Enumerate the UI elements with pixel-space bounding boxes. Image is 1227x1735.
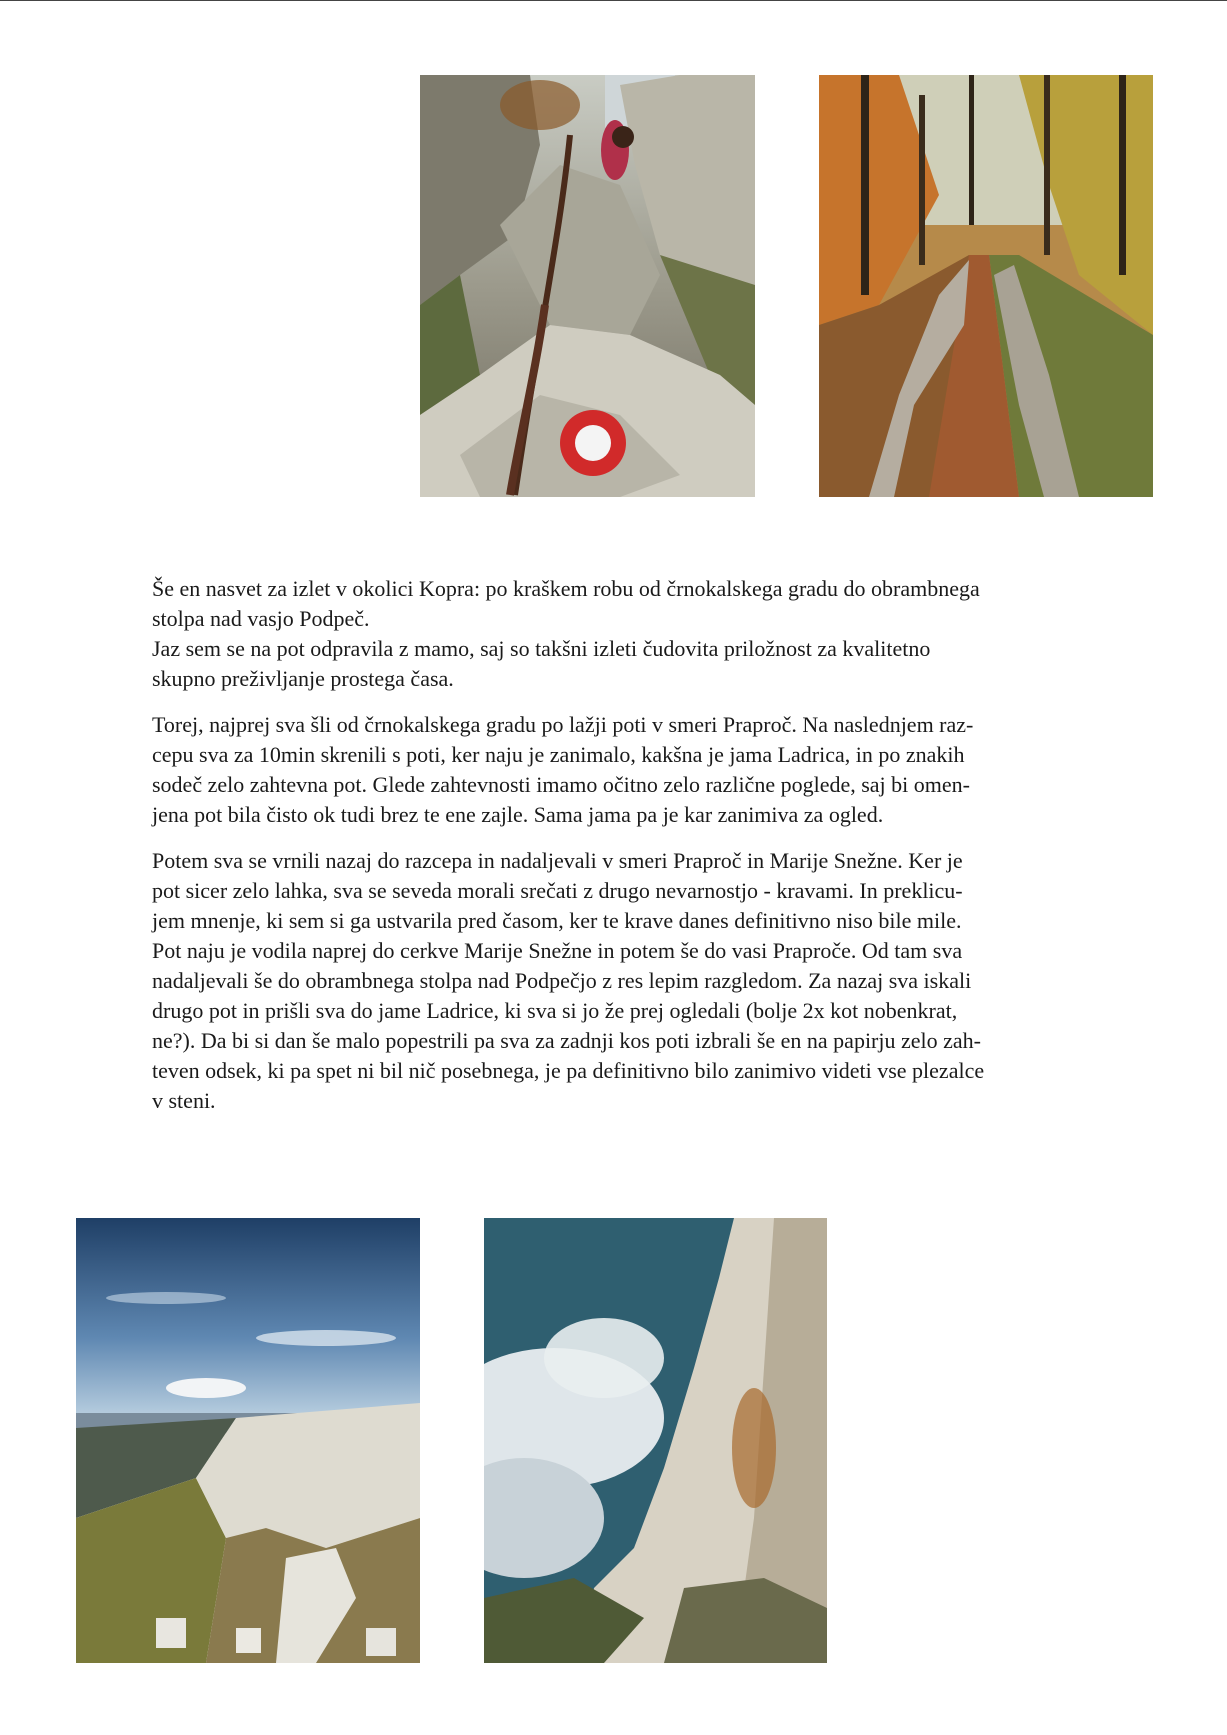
photo-forest-path [819, 75, 1153, 497]
text-line: drugo pot in prišli sva do jame Ladrice, ki sva si jo že prej ogledali (bolje 2x kot nobenkrat, [152, 998, 958, 1023]
photo-rock-climb [420, 75, 755, 497]
text-line: ne?). Da bi si dan še malo popestrili pa sva za zadnji kos poti izbrali še en na papirju zelo zah- [152, 1028, 981, 1053]
text-line: teven odsek, ki pa spet ni bil nič posebnega, je pa definitivno bilo zanimivo videti vse plezalce [152, 1058, 985, 1083]
paragraph-second-section [152, 846, 1082, 1116]
text-line: pot sicer zelo lahka, sva se seveda morali srečati z drugo nevarnostjo - kravami. In preklicu- [152, 878, 963, 903]
text-line: nadaljevali še do obrambnega stolpa nad Podpečjo z res lepim razgledom. Za nazaj sva iskali [152, 968, 972, 993]
paragraph-intro [152, 574, 1082, 694]
forest-path-image [819, 75, 1153, 497]
text-line: Potem sva se vrnili nazaj do razcepa in nadaljevali v smeri Praproč in Marije Snežne. Ker je [152, 848, 963, 873]
article-body [152, 574, 1082, 1132]
text-line: Jaz sem se na pot odpravila z mamo, saj so takšni izleti čudovita priložnost za kvalitetno [152, 636, 931, 661]
text-line: sodeč zelo zahtevna pot. Glede zahtevnosti imamo očitno zelo različne poglede, saj bi omen- [152, 772, 970, 797]
karst-edge-image [76, 1218, 420, 1663]
paragraph-first-section [152, 710, 1082, 830]
text-line: Še en nasvet za izlet v okolici Kopra: po kraškem robu od črnokalskega gradu do obrambnega [152, 576, 980, 601]
text-line: stolpa nad vasjo Podpeč. [152, 606, 370, 631]
text-line: jena pot bila čisto ok tudi brez te ene zajle. Sama jama pa je kar zanimiva za ogled. [152, 802, 884, 827]
text-line: Torej, najprej sva šli od črnokalskega gradu po lažji poti v smeri Praproč. Na naslednjem raz- [152, 712, 974, 737]
text-line: cepu sva za 10min skrenili s poti, ker naju je zanimalo, kakšna je jama Ladrica, in po znakih [152, 742, 965, 767]
photo-cliff-wall [484, 1218, 827, 1663]
cliff-wall-image [484, 1218, 827, 1663]
text-line: jem mnenje, ki sem si ga ustvarila pred časom, ker te krave danes definitivno niso bile mile. [152, 908, 962, 933]
photo-karst-edge [76, 1218, 420, 1663]
text-line: Pot naju je vodila naprej do cerkve Marije Snežne in potem še do vasi Praproče. Od tam sva [152, 938, 963, 963]
rock-climb-image [420, 75, 755, 497]
top-rule [0, 0, 1227, 1]
text-line: skupno preživljanje prostega časa. [152, 666, 454, 691]
text-line: v steni. [152, 1088, 216, 1113]
